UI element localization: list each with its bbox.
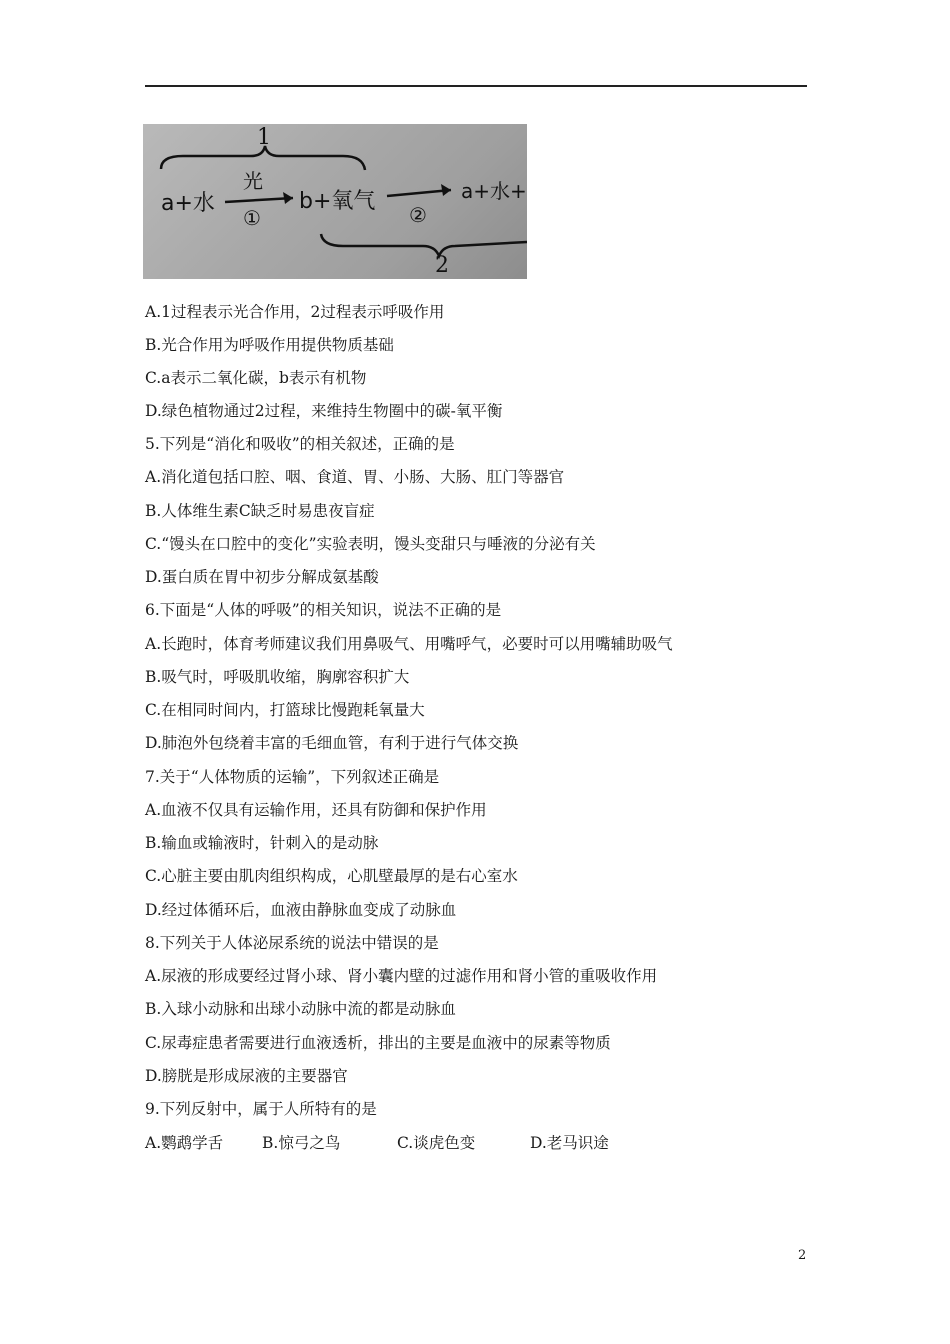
text-line: B.入球小动脉和出球小动脉中流的都是动脉血 (145, 1000, 456, 1018)
text-line: B.人体维生素C缺乏时易患夜盲症 (145, 502, 375, 520)
text-line: D.肺泡外包绕着丰富的毛细血管，有利于进行气体交换 (145, 734, 519, 752)
text-line: B.输血或输液时，针刺入的是动脉 (145, 834, 379, 852)
text-line: A.长跑时，体育考师建议我们用鼻吸气、用嘴呼气，必要时可以用嘴辅助吸气 (145, 635, 673, 653)
left-term: a+水 (161, 191, 215, 216)
question-6: 6.下面是“人体的呼吸”的相关知识，说法不正确的是 (145, 601, 502, 619)
question-9: 9.下列反射中，属于人所特有的是 (145, 1100, 377, 1118)
arrow-2 (387, 190, 451, 196)
arrow-2-head (441, 184, 451, 196)
text-line: D.经过体循环后，血液由静脉血变成了动脉血 (145, 901, 457, 919)
question-5: 5.下列是“消化和吸收”的相关叙述，正确的是 (145, 435, 455, 453)
text-line: C.“馒头在口腔中的变化”实验表明，馒头变甜只与唾液的分泌有关 (145, 535, 596, 553)
right-term: a+水+ (461, 179, 527, 203)
q9-option-c: C.谈虎色变 (397, 1134, 476, 1152)
text-line: A.1过程表示光合作用，2过程表示呼吸作用 (145, 303, 445, 321)
arrow-1 (225, 198, 293, 202)
text-line: C.在相同时间内，打篮球比慢跑耗氧量大 (145, 701, 425, 719)
page-number: 2 (798, 1248, 807, 1263)
text-line: D.膀胱是形成尿液的主要器官 (145, 1067, 348, 1085)
arrow-1-bottom-label: ① (243, 206, 261, 230)
arrow-1-top-label: 光 (243, 169, 263, 193)
q9-option-d: D.老马识途 (530, 1134, 609, 1152)
text-line: D.绿色植物通过2过程，来维持生物圈中的碳-氧平衡 (145, 402, 503, 420)
question-8: 8.下列关于人体泌尿系统的说法中错误的是 (145, 934, 439, 952)
arrow-1-head (283, 192, 293, 204)
text-line: C.a表示二氧化碳，b表示有机物 (145, 369, 367, 387)
brace-1-label: 1 (257, 125, 271, 150)
q9-option-b: B.惊弓之鸟 (262, 1134, 341, 1152)
header-rule (145, 85, 807, 87)
question-7: 7.关于“人体物质的运输”，下列叙述正确是 (145, 768, 440, 786)
brace-2-label: 2 (435, 253, 449, 278)
middle-term: b+氧气 (299, 189, 376, 214)
text-line: D.蛋白质在胃中初步分解成氨基酸 (145, 568, 379, 586)
text-line: B.吸气时，呼吸肌收缩，胸廓容积扩大 (145, 668, 410, 686)
diagram-svg (143, 124, 527, 279)
text-line: B.光合作用为呼吸作用提供物质基础 (145, 336, 394, 354)
q9-options (145, 1133, 609, 1153)
q9-option-a: A.鹦鹉学舌 (145, 1134, 224, 1152)
brace-2 (321, 234, 527, 256)
text-line: C.心脏主要由肌肉组织构成，心肌壁最厚的是右心室水 (145, 867, 518, 885)
text-line: A.血液不仅具有运输作用，还具有防御和保护作用 (145, 801, 487, 819)
arrow-2-bottom-label: ② (409, 203, 427, 227)
diagram-photo (143, 124, 527, 279)
text-line: A.消化道包括口腔、咽、食道、胃、小肠、大肠、肛门等器官 (145, 468, 565, 486)
text-line: A.尿液的形成要经过肾小球、肾小囊内壁的过滤作用和肾小管的重吸收作用 (145, 967, 658, 985)
text-line: C.尿毒症患者需要进行血液透析，排出的主要是血液中的尿素等物质 (145, 1034, 611, 1052)
